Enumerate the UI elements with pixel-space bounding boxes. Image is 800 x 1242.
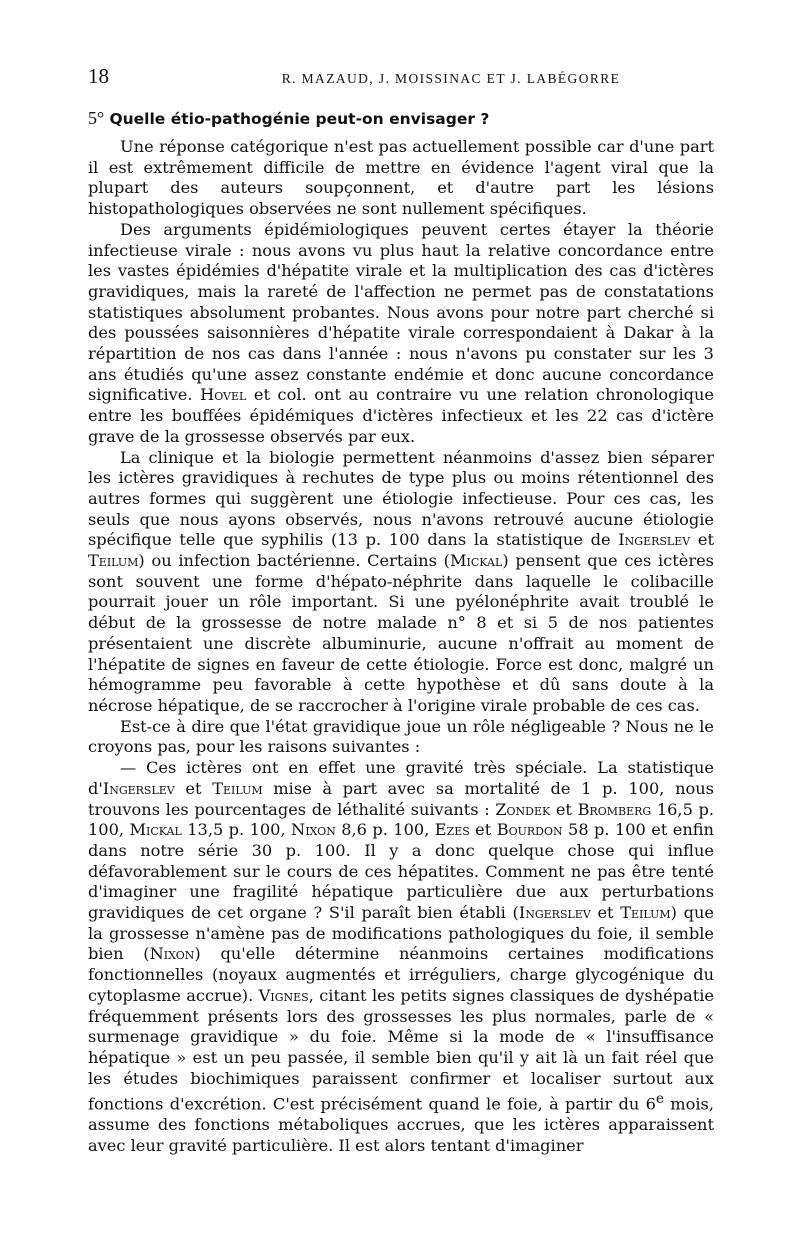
page-number: 18	[88, 64, 109, 88]
paragraph-1: Une réponse catégorique n'est pas actuellement possible car d'une part il est extrêmement difficile de mettre en évidence l'agent viral que la plupart des auteurs soupçonnent, et d'autre part les lésions histopathologiques observées ne sont nullement spécifiques.	[88, 137, 714, 219]
paragraph-3-text-a: La clinique et la biologie permettent néanmoins d'assez bien séparer les ictères gravidiques à rechutes de type plus ou moins rétentionnel des autres formes qui suggèrent une étiologie infectieuse. Pour ces cas, les seuls que nous ayons observés, nous n'avons retrouvé aucune étiologie spécifique telle que syphilis (13 p. 100 dans la statistique de	[88, 447, 714, 550]
paragraph-5-et-1: et	[174, 778, 213, 798]
author-nixon: Nixon	[149, 944, 195, 964]
author-teilum: Teilum	[212, 778, 263, 798]
paragraph-5-text-h: ) qu'elle détermine néanmoins certaines modifications fonctionnelles (noyaux augmentés et irréguliers, charge glycogénique du cytoplasme accrue).	[88, 944, 714, 1005]
paragraph-5-text-j: mois, assume des fonctions métaboliques accrues, que les ictères apparaissent avec leur gravité particulière. Il est alors tentant d'imaginer	[88, 1094, 715, 1156]
author-vignes: Vignes	[258, 985, 309, 1005]
author-teilum: Teilum	[88, 551, 139, 571]
page-header	[88, 64, 714, 100]
paragraph-5-text-b: mise à part avec sa mortalité de 1 p. 100, nous trouvons les pourcentages de léthalité suivants :	[88, 778, 714, 819]
author-bromberg: Bromberg	[577, 799, 652, 819]
author-mickal: Mickal	[129, 820, 182, 840]
paragraph-3-et: et	[690, 530, 714, 550]
author-nixon: Nixon	[291, 820, 336, 840]
section-heading	[88, 108, 714, 129]
section-number: 5°	[88, 108, 105, 128]
paragraph-5-text-c: 16,5 p. 100,	[88, 799, 714, 840]
paragraph-5-text-d: 13,5 p. 100,	[181, 820, 292, 840]
paragraph-2-text-a: Des arguments épidémiologiques peuvent certes étayer la théorie infectieuse virale : nous avons vu plus haut la relative concordance entre les vastes épidémies d'hépatite virale et la multiplication des cas d'ictères gravidiques, mais la rareté de l'affection ne permet pas de constatations statistiques absolument probantes. Nous avons pour notre part cherché si des poussées saisonnières d'hépatite virale correspondaient à Dakar à la répartition de nos cas dans l'année : nous n'avons pu constater sur les 3 ans étudiés qu'une assez constante endémie et donc aucune concordance significative.	[88, 219, 714, 405]
paragraph-5	[88, 758, 714, 1157]
running-head: R. MAZAUD, J. MOISSINAC ET J. LABÉGORRE	[281, 71, 621, 86]
paragraph-3-text-b: ) ou infection bactérienne. Certains (	[138, 551, 450, 571]
paragraph-4: Est-ce à dire que l'état gravidique joue un rôle négligeable ? Nous ne le croyons pas, pour les raisons suivantes :	[88, 716, 714, 757]
author-hovel: Hovel	[200, 385, 247, 405]
paragraph-5-text-f: 58 p. 100 et enfin dans notre série 30 p. 100. Il y a donc quelque chose qui influe défavorablement sur le cours de ces hépatites. Comment ne pas être tenté d'imaginer une fragilité hépatique particulière due aux perturbations gravidiques de cet organe ? S'il paraît bien établi (	[88, 820, 714, 923]
author-ingerslev: Ingerslev	[102, 778, 175, 798]
author-mickal: Mickal	[449, 551, 503, 571]
author-bourdon: Bourdon	[496, 820, 563, 840]
paragraph-5-text-a: — Ces ictères ont en effet une gravité très spéciale. La statistique d'	[88, 758, 714, 798]
paragraph-3	[88, 448, 714, 717]
author-ingerslev: Ingerslev	[518, 903, 591, 923]
paragraph-5-et-3: et	[469, 820, 497, 840]
author-teilum: Teilum	[620, 903, 671, 923]
paragraph-5-et-2: et	[550, 799, 578, 819]
author-ezes: Ezes	[434, 820, 470, 840]
paragraph-5-et-4: et	[590, 903, 621, 923]
superscript-e: e	[655, 1091, 664, 1108]
section-title: Quelle étio-pathogénie peut-on envisager ?	[109, 110, 490, 128]
author-zondek: Zondek	[495, 799, 551, 819]
paragraph-2-text-b: et col. ont au contraire vu une relation chronologique entre les bouffées épidémiques d'ictères infectieux et les 22 cas d'ictère grave de la grossesse observés par eux.	[88, 385, 714, 446]
paragraph-3-text-c: ) pensent que ces ictères sont souvent une forme d'hépato-néphrite dans laquelle le colibacille pourrait jouer un rôle important. Si une pyélonéphrite avait troublé le début de la grossesse de notre malade n° 8 et si 5 de nos patientes présentaient une discrète albuminurie, aucune n'offrait au moment de l'hépatite de signes en faveur de cette étiologie. Force est donc, malgré un hémogramme peu favorable à cette hypothèse et dû sans doute à la nécrose hépatique, de se raccrocher à l'origine virale probable de ces cas.	[88, 551, 714, 715]
paragraph-5-text-i: , citant les petits signes classiques de dyshépatie fréquemment présents lors des grossesses les plus normales, parle de « surmenage gravidique » du foie. Même si la mode de « l'insuffisance hépatique » est un peu passée, il semble bien qu'il y ait là un fait réel que les études biochimiques paraissent confirmer et localiser surtout aux fonctions d'excrétion. C'est précisément quand le foie, à partir du 6	[88, 985, 714, 1114]
paragraph-2	[88, 220, 714, 448]
author-ingerslev: Ingerslev	[618, 530, 691, 550]
page-content	[88, 64, 714, 1157]
paragraph-5-text-g: ) que la grossesse n'amène pas de modifications pathologiques du foie, il semble bien (	[88, 903, 714, 964]
paragraph-5-text-e: 8,6 p. 100,	[335, 820, 435, 840]
